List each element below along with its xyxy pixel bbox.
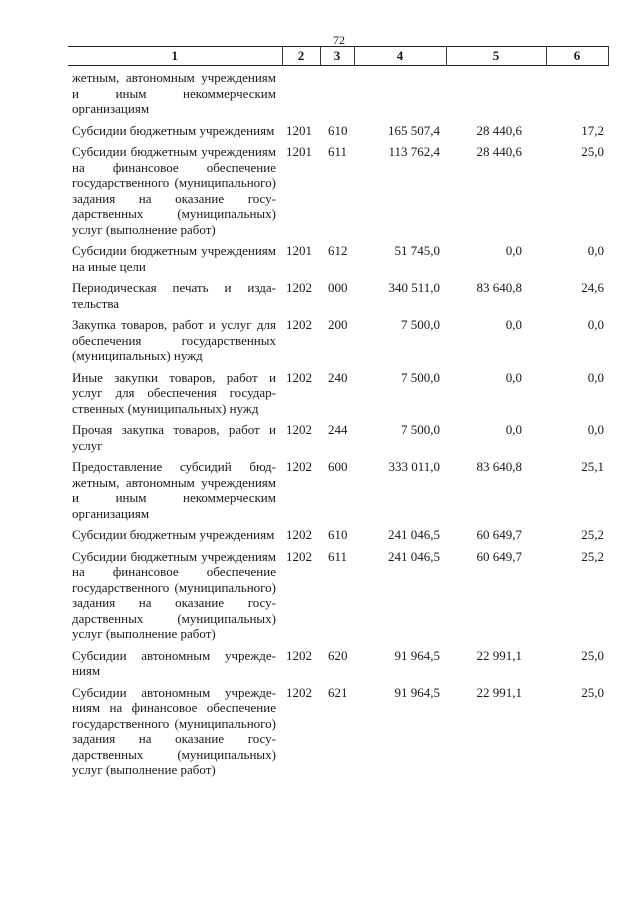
row-name: Субсидии бюджетным учреждениям на иные цели: [72, 243, 276, 274]
column-header-4: 4: [354, 47, 446, 66]
row-execution-percent: 25,1: [581, 459, 604, 474]
table-row: [68, 311, 608, 364]
table-row: [68, 521, 608, 543]
row-approved-amount: 165 507,4: [388, 122, 440, 138]
row-executed-amount: 0,0: [505, 243, 522, 258]
row-subsection-code: 620: [328, 647, 348, 663]
row-section-code: 1202: [286, 647, 312, 663]
row-subsection-code: 610: [328, 527, 348, 542]
row-subsection-code: 244: [328, 422, 348, 437]
table-row: [68, 237, 608, 274]
row-approved-amount: 241 046,5: [388, 527, 440, 542]
column-header-1: 1: [68, 47, 282, 66]
row-approved-amount: 113 762,4: [388, 144, 440, 159]
row-executed-amount: 28 440,6: [476, 122, 522, 138]
row-name: Субсидии бюджетным учреждениям на финансовое обеспечение государственного (муниципального) задания на оказание государственных (муниципальных) услуг (выполнение работ): [72, 548, 276, 641]
row-executed-amount: 60 649,7: [476, 527, 522, 542]
row-subsection-code: 611: [328, 144, 348, 159]
column-header-3: 3: [320, 47, 354, 66]
row-section-code: 1202: [286, 527, 312, 542]
row-approved-amount: 7 500,0: [401, 422, 440, 437]
row-approved-amount: 7 500,0: [401, 317, 440, 332]
row-section-code: 1202: [286, 459, 312, 474]
row-execution-percent: 25,0: [581, 684, 604, 700]
row-name: Субсидии автономным учреждениям: [72, 647, 276, 678]
continuation-row: [68, 66, 608, 117]
row-name: жетным, автономным учреждениям и иным некоммерческим организациям: [72, 70, 276, 116]
row-name: Субсидии автономным учреждениям на финансовое обеспечение государственного (муниципального) задания на оказание государственных (муниципальных) услуг (выполнение работ): [72, 684, 276, 777]
row-execution-percent: 17,2: [581, 122, 604, 138]
row-approved-amount: 241 046,5: [388, 548, 440, 564]
table-row: [68, 453, 608, 521]
row-section-code: 1202: [286, 317, 312, 332]
row-executed-amount: 28 440,6: [476, 144, 522, 159]
page-number: 72: [333, 33, 345, 47]
row-execution-percent: 25,2: [581, 548, 604, 564]
row-execution-percent: 24,6: [581, 280, 604, 295]
table-row: [68, 416, 608, 453]
row-approved-amount: 91 964,5: [394, 684, 440, 700]
row-execution-percent: 25,0: [581, 144, 604, 159]
table-row: [68, 543, 608, 642]
table-row: [68, 364, 608, 417]
row-approved-amount: 51 745,0: [394, 243, 440, 258]
row-subsection-code: 612: [328, 243, 348, 258]
row-section-code: 1201: [286, 122, 312, 138]
row-subsection-code: 611: [328, 548, 348, 564]
row-name: Прочая закупка товаров, работ и услуг: [72, 422, 276, 453]
table-row: [68, 679, 608, 778]
row-subsection-code: 610: [328, 122, 348, 138]
row-executed-amount: 60 649,7: [476, 548, 522, 564]
row-section-code: 1202: [286, 369, 312, 385]
header-row: [68, 47, 608, 66]
row-subsection-code: 240: [328, 369, 348, 385]
table-row: [68, 138, 608, 237]
row-execution-percent: 0,0: [587, 243, 604, 258]
row-execution-percent: 0,0: [587, 317, 604, 332]
row-section-code: 1202: [286, 280, 312, 295]
row-executed-amount: 83 640,8: [476, 459, 522, 474]
row-executed-amount: 0,0: [505, 369, 522, 385]
row-subsection-code: 000: [328, 280, 348, 295]
row-executed-amount: 22 991,1: [476, 684, 522, 700]
row-name: Иные закупки товаров, работ и услуг для обеспечения государственных (муниципальных) нужд: [72, 369, 276, 416]
row-name: Закупка товаров, работ и услуг для обеспечения государственных (муниципальных) нужд: [72, 317, 276, 363]
column-header-2: 2: [282, 47, 320, 66]
row-section-code: 1202: [286, 548, 312, 564]
budget-table: [68, 46, 609, 778]
row-execution-percent: 25,2: [581, 527, 604, 542]
row-name: Субсидии бюджетным учреждениям: [72, 527, 275, 542]
row-section-code: 1202: [286, 422, 312, 437]
row-approved-amount: 7 500,0: [401, 369, 440, 385]
row-executed-amount: 0,0: [505, 422, 522, 437]
table-row: [68, 642, 608, 679]
column-header-5: 5: [446, 47, 546, 66]
row-executed-amount: 22 991,1: [476, 647, 522, 663]
table-row: [68, 117, 608, 139]
row-section-code: 1201: [286, 144, 312, 159]
row-subsection-code: 600: [328, 459, 348, 474]
row-execution-percent: 25,0: [581, 647, 604, 663]
row-approved-amount: 91 964,5: [394, 647, 440, 663]
row-execution-percent: 0,0: [587, 422, 604, 437]
column-header-6: 6: [546, 47, 608, 66]
row-subsection-code: 621: [328, 684, 348, 700]
row-name: Предоставление субсидий бюджетным, автономным учреждениям и иным некоммерческим организациям: [72, 459, 276, 521]
row-executed-amount: 83 640,8: [476, 280, 522, 295]
row-name: Субсидии бюджетным учреждениям: [72, 122, 275, 138]
table-row: [68, 274, 608, 311]
row-approved-amount: 333 011,0: [388, 459, 440, 474]
row-name: Периодическая печать и издательства: [72, 280, 276, 311]
row-approved-amount: 340 511,0: [388, 280, 440, 295]
row-section-code: 1201: [286, 243, 312, 258]
row-executed-amount: 0,0: [505, 317, 522, 332]
row-section-code: 1202: [286, 684, 312, 700]
row-name: Субсидии бюджетным учреждениям на финансовое обеспечение государственного (муниципального) задания на оказание государственных (муниципальных) услуг (выполнение работ): [72, 144, 276, 237]
row-subsection-code: 200: [328, 317, 348, 332]
row-execution-percent: 0,0: [587, 369, 604, 385]
